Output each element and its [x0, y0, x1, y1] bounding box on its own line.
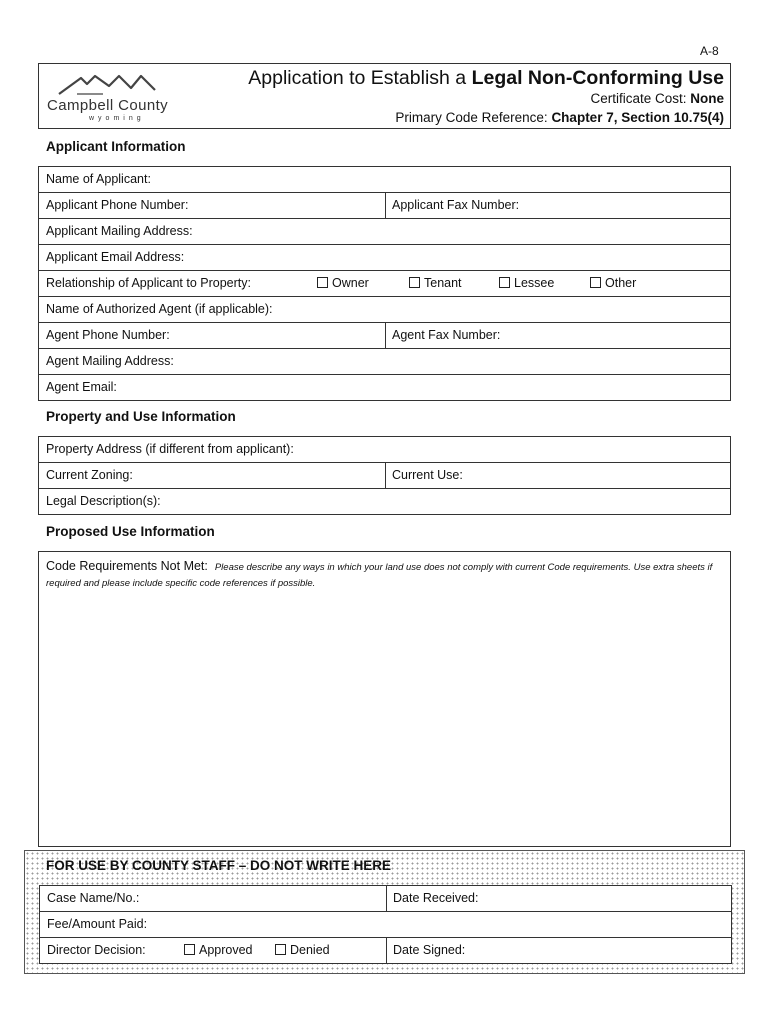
- code-requirements-instructions: Please describe any ways in which your land use does not comply with current Code requirements. Use extra sheets if required and please include specific code references if possible.: [46, 562, 713, 589]
- zoning-row[interactable]: [39, 462, 730, 488]
- proposed-heading: Proposed Use Information: [46, 524, 215, 539]
- title-bold: Legal Non-Conforming Use: [471, 67, 724, 89]
- denied-option[interactable]: [275, 943, 330, 957]
- agent-fax-label: Agent Fax Number:: [392, 328, 501, 342]
- denied-checkbox[interactable]: [275, 944, 286, 955]
- fee-row[interactable]: [40, 911, 731, 937]
- applicant-mailing-label: Applicant Mailing Address:: [46, 224, 193, 238]
- tenant-option[interactable]: [409, 276, 462, 290]
- logo-subtitle: wyoming: [89, 115, 145, 122]
- applicant-name-row[interactable]: [39, 167, 730, 192]
- agent-phone-row[interactable]: [39, 322, 730, 348]
- denied-label: Denied: [290, 943, 330, 957]
- owner-checkbox[interactable]: [317, 277, 328, 288]
- code-requirements-label: [46, 559, 722, 591]
- legal-description-row[interactable]: [39, 488, 730, 514]
- current-zoning-label: Current Zoning:: [46, 468, 133, 482]
- code-requirements-box[interactable]: [38, 551, 731, 847]
- relationship-label: Relationship of Applicant to Property:: [46, 276, 251, 290]
- applicant-heading: Applicant Information: [46, 139, 186, 154]
- other-label: Other: [605, 276, 637, 290]
- other-checkbox[interactable]: [590, 277, 601, 288]
- county-staff-section: [24, 850, 745, 974]
- agent-email-row[interactable]: [39, 374, 730, 400]
- property-address-row[interactable]: [39, 437, 730, 462]
- applicant-phone-label: Applicant Phone Number:: [46, 198, 189, 212]
- code-requirements-title: Code Requirements Not Met:: [46, 559, 208, 573]
- tenant-label: Tenant: [424, 276, 462, 290]
- approved-checkbox[interactable]: [184, 944, 195, 955]
- property-table: [38, 436, 731, 515]
- campbell-county-logo: [45, 70, 195, 126]
- lessee-option[interactable]: [499, 276, 554, 290]
- date-signed-label: Date Signed:: [393, 943, 466, 957]
- form-header: [38, 63, 731, 129]
- title-prefix: Application to Establish a: [248, 67, 472, 89]
- applicant-name-label: Name of Applicant:: [46, 172, 151, 186]
- applicant-email-row[interactable]: [39, 244, 730, 270]
- approved-option[interactable]: [184, 943, 253, 957]
- code-reference: [395, 110, 724, 125]
- case-row[interactable]: [40, 886, 731, 911]
- approved-label: Approved: [199, 943, 253, 957]
- logo-name: Campbell County: [47, 97, 169, 114]
- column-divider: [385, 193, 386, 218]
- fee-label: Fee/Amount Paid:: [47, 917, 148, 931]
- cost-value: None: [690, 91, 724, 106]
- owner-label: Owner: [332, 276, 369, 290]
- tenant-checkbox[interactable]: [409, 277, 420, 288]
- lessee-label: Lessee: [514, 276, 555, 290]
- agent-name-row[interactable]: [39, 296, 730, 322]
- relationship-row: [39, 270, 730, 296]
- applicant-fax-label: Applicant Fax Number:: [392, 198, 520, 212]
- decision-row: [40, 937, 731, 963]
- column-divider: [386, 886, 387, 911]
- column-divider: [386, 938, 387, 963]
- ref-value: Chapter 7, Section 10.75(4): [551, 110, 724, 125]
- applicant-mailing-row[interactable]: [39, 218, 730, 244]
- agent-mailing-row[interactable]: [39, 348, 730, 374]
- current-use-label: Current Use:: [392, 468, 463, 482]
- property-heading: Property and Use Information: [46, 409, 236, 424]
- staff-table: [39, 885, 732, 964]
- legal-description-label: Legal Description(s):: [46, 494, 161, 508]
- agent-name-label: Name of Authorized Agent (if applicable):: [46, 302, 273, 316]
- director-decision-label: Director Decision:: [47, 943, 146, 957]
- agent-mailing-label: Agent Mailing Address:: [46, 354, 174, 368]
- page-id: A-8: [700, 44, 719, 58]
- applicant-table: [38, 166, 731, 401]
- case-name-label: Case Name/No.:: [47, 891, 140, 905]
- applicant-phone-row[interactable]: [39, 192, 730, 218]
- staff-heading: FOR USE BY COUNTY STAFF – DO NOT WRITE HERE: [46, 858, 392, 873]
- certificate-cost: [590, 91, 724, 106]
- other-option[interactable]: [590, 276, 636, 290]
- lessee-checkbox[interactable]: [499, 277, 510, 288]
- agent-phone-label: Agent Phone Number:: [46, 328, 170, 342]
- column-divider: [385, 323, 386, 348]
- owner-option[interactable]: [317, 276, 369, 290]
- form-title: [248, 67, 724, 90]
- ref-label: Primary Code Reference:: [395, 110, 552, 125]
- mountains-icon: [57, 72, 177, 96]
- date-received-label: Date Received:: [393, 891, 479, 905]
- column-divider: [385, 463, 386, 488]
- applicant-email-label: Applicant Email Address:: [46, 250, 185, 264]
- agent-email-label: Agent Email:: [46, 380, 117, 394]
- property-address-label: Property Address (if different from applicant):: [46, 442, 294, 456]
- cost-label: Certificate Cost:: [590, 91, 691, 106]
